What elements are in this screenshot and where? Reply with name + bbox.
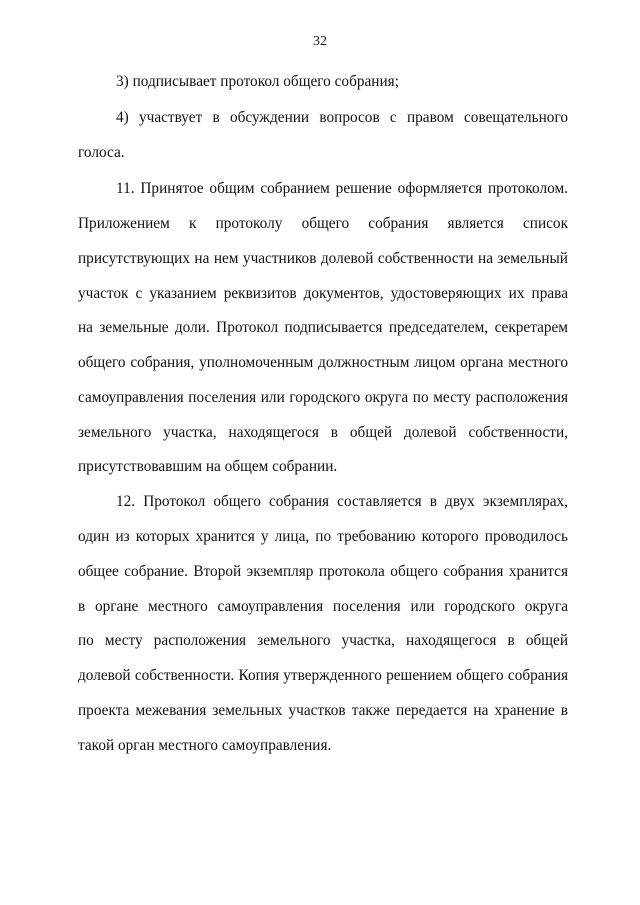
text-line: долевой собственности. Копия утвержденного решением общего собрания bbox=[78, 667, 568, 684]
text-line: земельного участка, находящегося в общей долевой собственности, bbox=[78, 424, 568, 441]
text-line: 3) подписывает протокол общего собрания; bbox=[116, 73, 399, 90]
text-line: самоуправления поселения или городского округа по месту расположения bbox=[78, 389, 568, 406]
text-line: присутствовавшим на общем собрании. bbox=[78, 458, 338, 475]
text-line: Приложением к протоколу общего собрания является список bbox=[78, 215, 568, 232]
text-line: присутствующих на нем участников долевой собственности на земельный bbox=[78, 250, 568, 267]
text-line: общего собрания, уполномоченным должностным лицом органа местного bbox=[78, 354, 568, 371]
text-line: 12. Протокол общего собрания составляется в двух экземплярах, bbox=[116, 493, 568, 510]
text-line: проекта межевания земельных участков также передается на хранение в bbox=[78, 702, 568, 719]
text-line: голоса. bbox=[78, 144, 125, 161]
text-line: один из которых хранится у лица, по требованию которого проводилось bbox=[78, 528, 568, 545]
text-line: по месту расположения земельного участка, находящегося в общей bbox=[78, 632, 568, 649]
text-line: такой орган местного самоуправления. bbox=[78, 737, 332, 754]
text-line: 11. Принятое общим собранием решение оформляется протоколом. bbox=[116, 180, 568, 197]
text-line: участок с указанием реквизитов документов, удостоверяющих их права bbox=[78, 285, 568, 302]
text-line: общее собрание. Второй экземпляр протокола общего собрания хранится bbox=[78, 563, 568, 580]
text-line: в органе местного самоуправления поселения или городского округа bbox=[78, 598, 568, 615]
text-line: на земельные доли. Протокол подписывается председателем, секретарем bbox=[78, 319, 568, 336]
page-number: 32 bbox=[313, 34, 327, 49]
text-line: 4) участвует в обсуждении вопросов с правом совещательного bbox=[116, 109, 568, 126]
